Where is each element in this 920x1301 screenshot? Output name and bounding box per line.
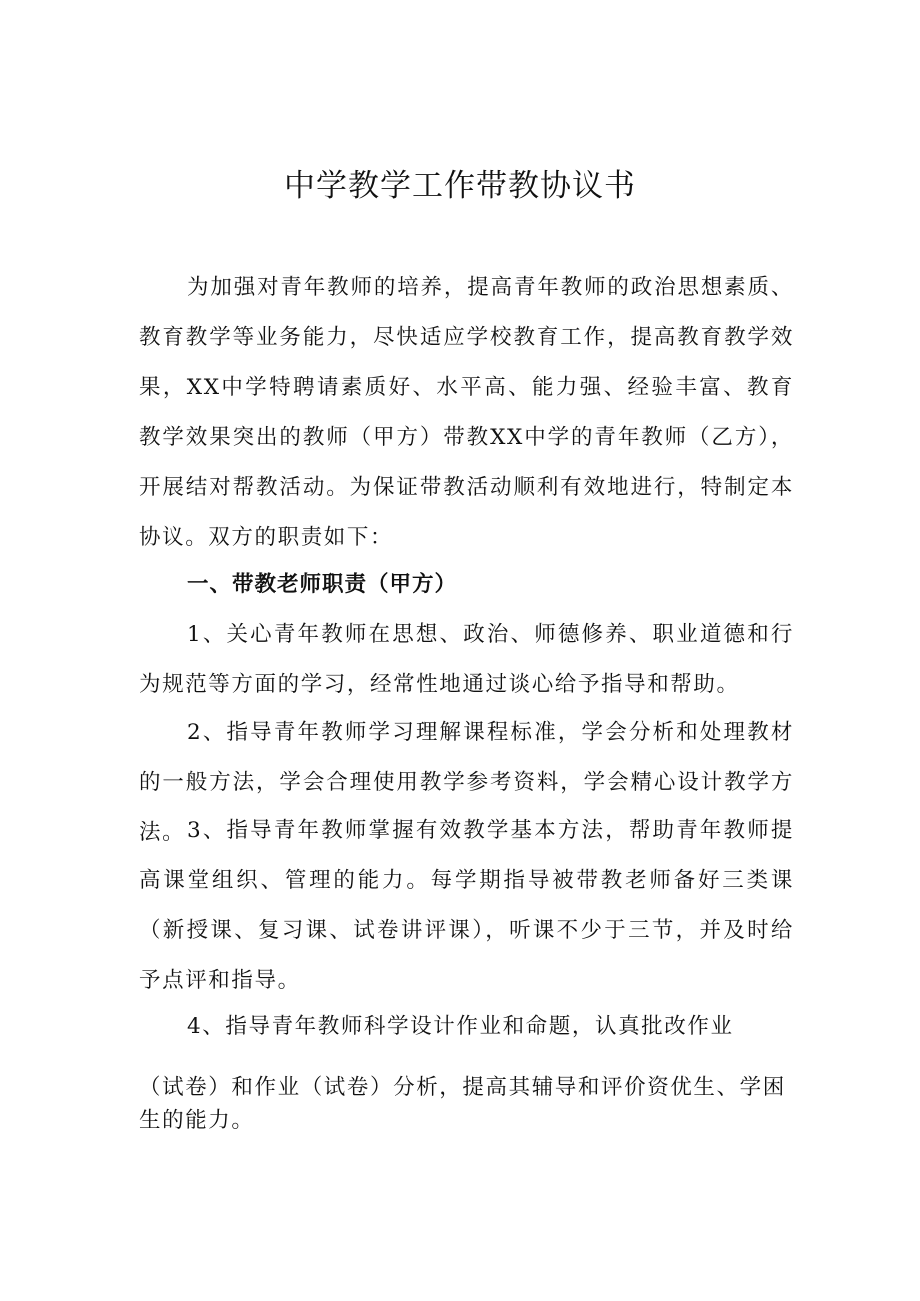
duty-item-4-line-1: 4、指导青年教师科学设计作业和命题，认真批改作业 bbox=[187, 1014, 734, 1039]
duty-item-4-line-2: （试卷）和作业（试卷）分析，提高其辅导和评价资优生、学困 bbox=[139, 1075, 786, 1100]
duty-item-1: 1、关心青年教师在思想、政治、师德修养、职业道德和行为规范等方面的学习，经常性地通过谈心给予指导和帮助。 bbox=[139, 622, 794, 697]
duty-item-3: 3、指导青年教师掌握有效教学基本方法，帮助青年教师提高课堂组织、管理的能力。每学期指导被带教老师备好三类课（新授课、复习课、试卷讲评课），听课不少于三节，并及时给予点评和指导。 bbox=[139, 818, 794, 993]
document-title: 中学教学工作带教协议书 bbox=[284, 168, 636, 204]
duty-item-2: 2、指导青年教师学习理解课程标准，学会分析和处理教材的一般方法，学会合理使用教学参考资料，学会精心设计教学方法。 bbox=[139, 720, 794, 845]
intro-paragraph: 为加强对青年教师的培养，提高青年教师的政治思想素质、教育教学等业务能力，尽快适应学校教育工作，提高教育教学效果，XX中学特聘请素质好、水平高、能力强、经验丰富、教育教学效果突出的教师（甲方）带教XX中学的青年教师（乙方），开展结对帮教活动。为保证带教活动顺利有效地进行，特制定本协议。双方的职责如下： bbox=[139, 275, 794, 550]
duty-item-4-line-3: 生的能力。 bbox=[139, 1108, 255, 1133]
section-heading-mentor-duties: 一、带教老师职责（甲方） bbox=[187, 572, 458, 597]
